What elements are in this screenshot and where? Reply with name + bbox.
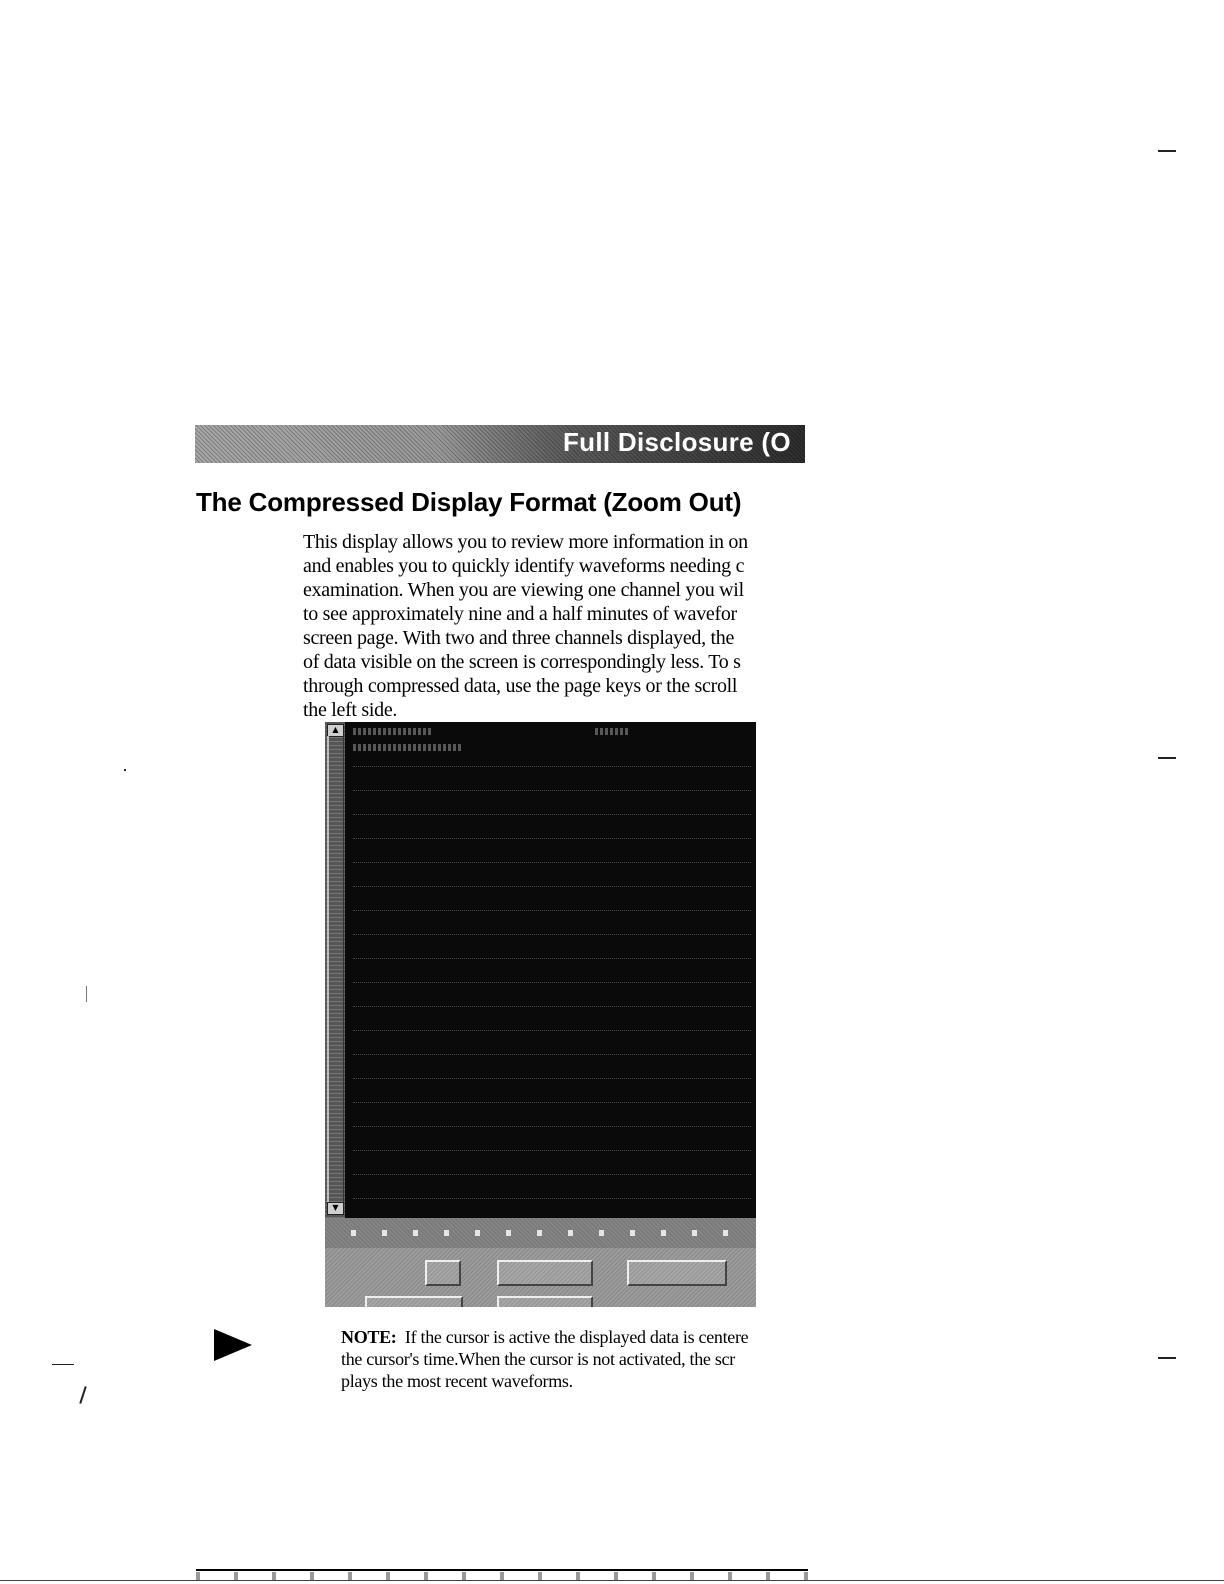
paragraph-line: to see approximately nine and a half minutes of wavefor xyxy=(303,603,737,625)
margin-mark xyxy=(86,986,87,1002)
note-block xyxy=(341,1326,809,1396)
waveform-row xyxy=(353,1150,751,1153)
waveform-row xyxy=(353,910,751,913)
waveform-row xyxy=(353,1006,751,1009)
waveform-row xyxy=(353,766,751,769)
footer-rule xyxy=(196,1569,808,1571)
paragraph-line: examination. When you are viewing one channel you wil xyxy=(303,579,744,601)
scroll-down-arrow-icon: ▼ xyxy=(327,1202,344,1215)
patient-name-label xyxy=(353,728,433,735)
waveform-row xyxy=(353,1054,751,1057)
paragraph-line: This display allows you to review more information in on xyxy=(303,531,748,553)
section-heading: The Compressed Display Format (Zoom Out) xyxy=(196,487,742,517)
margin-mark xyxy=(52,1364,74,1365)
page-bottom-edge xyxy=(0,1580,1224,1581)
waveform-row xyxy=(353,1030,751,1033)
footer-text-fragment xyxy=(196,1572,808,1580)
control-panel xyxy=(325,1248,756,1307)
paragraph-line: of data visible on the screen is correspondingly less. To s xyxy=(303,651,741,673)
note-line: plays the most recent waveforms. xyxy=(341,1371,573,1391)
waveform-row xyxy=(353,838,751,841)
waveform-row xyxy=(353,958,751,961)
paragraph-line: and enables you to quickly identify waveforms needing c xyxy=(303,555,745,577)
note-line: the cursor's time.When the cursor is not activated, the scr xyxy=(341,1349,735,1369)
waveform-row xyxy=(353,1102,751,1105)
waveform-row xyxy=(353,982,751,985)
note-line xyxy=(341,1326,809,1348)
scroll-up-arrow-icon: ▲ xyxy=(327,724,344,737)
paragraph-line: screen page. With two and three channels displayed, the xyxy=(303,627,735,649)
chapter-header-bar xyxy=(195,425,805,463)
waveform-row xyxy=(353,814,751,817)
date-time-label xyxy=(353,744,463,751)
compressed-display-screenshot xyxy=(325,722,756,1307)
control-button[interactable] xyxy=(497,1296,593,1307)
note-text: If the cursor is active the displayed data is centere xyxy=(404,1327,749,1347)
waveform-row xyxy=(353,886,751,889)
control-button[interactable] xyxy=(365,1296,463,1307)
waveform-row xyxy=(353,1198,751,1201)
margin-mark xyxy=(124,769,126,771)
waveform-trace-area xyxy=(353,766,751,1206)
control-button[interactable] xyxy=(425,1260,461,1286)
waveform-row xyxy=(353,790,751,793)
waveform-row xyxy=(353,1126,751,1129)
margin-mark xyxy=(79,1386,86,1404)
scroll-thumb xyxy=(327,736,344,1206)
cursor-label xyxy=(595,728,629,735)
paragraph-line: the left side. xyxy=(303,699,398,721)
margin-mark xyxy=(1158,150,1176,152)
waveform-row xyxy=(353,1174,751,1177)
paragraph-line: through compressed data, use the page keys or the scroll xyxy=(303,675,738,697)
control-button[interactable] xyxy=(627,1260,727,1286)
margin-mark xyxy=(1158,1357,1176,1359)
chapter-header-title: Full Disclosure (O xyxy=(563,427,791,457)
scroll-bar xyxy=(325,722,345,1218)
waveform-row xyxy=(353,862,751,865)
waveform-row xyxy=(353,1078,751,1081)
control-button[interactable] xyxy=(497,1260,593,1286)
note-label: NOTE: xyxy=(341,1327,397,1347)
time-scale-bar xyxy=(325,1218,756,1248)
arrow-right-icon xyxy=(214,1329,252,1361)
margin-mark xyxy=(1158,757,1176,759)
waveform-row xyxy=(353,934,751,937)
time-scale-ticks xyxy=(351,1230,751,1236)
body-paragraph xyxy=(303,530,808,724)
